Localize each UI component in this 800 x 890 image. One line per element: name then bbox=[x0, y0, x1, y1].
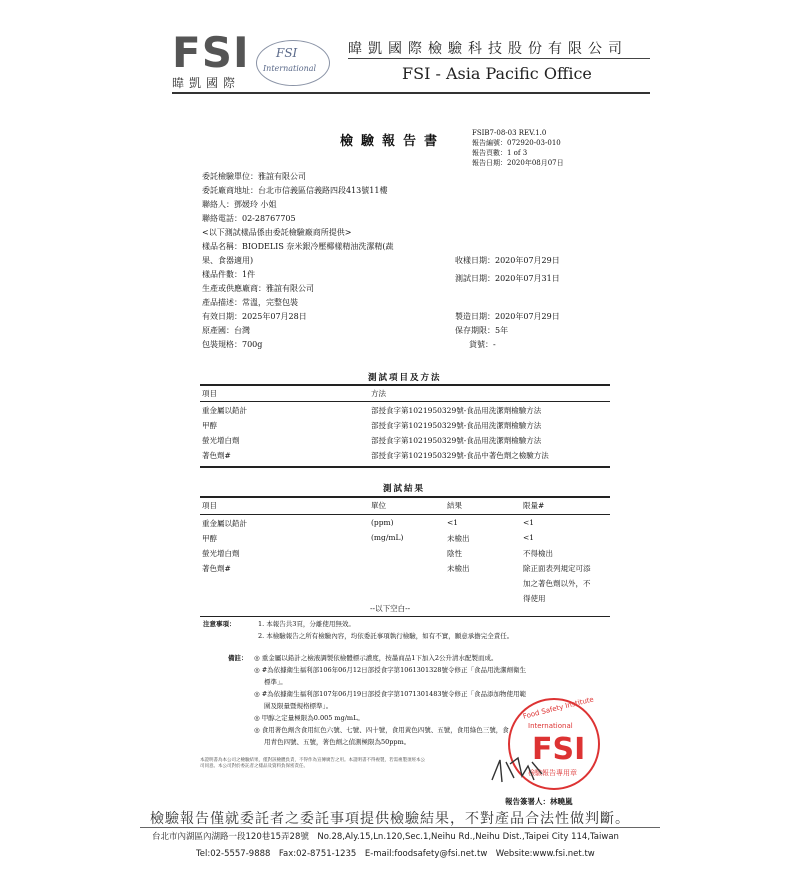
stamp-top-text: Food Safety Institute bbox=[522, 695, 595, 721]
result-item: 著色劑# bbox=[202, 564, 231, 573]
office-name: FSI - Asia Pacific Office bbox=[402, 64, 592, 83]
sample-size: 包裝規格：700g bbox=[202, 340, 263, 349]
methods-col-method: 方法 bbox=[371, 389, 386, 398]
report-number: 報告編號：072920-03-010 bbox=[472, 139, 561, 147]
results-col-item: 項目 bbox=[202, 501, 217, 510]
remark-item: 標準」。 bbox=[264, 678, 287, 686]
sample-name: 樣品名稱：BIODELIS 奈米銀冷壓椰樣精油洗潔精(蔬 bbox=[202, 242, 394, 251]
table-row bbox=[200, 546, 610, 561]
footer-rule bbox=[140, 827, 660, 828]
results-bottom-rule bbox=[200, 616, 610, 617]
result-limit-cont: 加之著色劑以外，不 bbox=[523, 579, 591, 588]
stamp-big-text: FSI bbox=[532, 732, 586, 767]
result-item: 甲醇 bbox=[202, 534, 217, 543]
fsi-logo: FSI bbox=[172, 28, 250, 77]
sample-desc: 產品描述：常溫，完整包裝 bbox=[202, 298, 298, 307]
methods-header-row bbox=[200, 386, 610, 401]
method-item: 著色劑# bbox=[202, 451, 231, 460]
results-body bbox=[200, 516, 610, 606]
method-item: 甲醇 bbox=[202, 421, 217, 430]
report-title: 檢驗報告書 bbox=[340, 134, 446, 149]
remark-item: ◎ #為依據衛生福利部107年06月19日部授食字第1071301483號令修正「食品添加物使用範 bbox=[254, 690, 526, 698]
sample-note: <以下測試樣品係由委託檢驗廠商所提供> bbox=[202, 228, 352, 237]
results-header bbox=[200, 498, 610, 513]
report-meta bbox=[472, 128, 564, 168]
oval-logo-text: FSI bbox=[276, 46, 298, 60]
method-text: 部授食字第1021950329號-食品中著色劑之檢驗方法 bbox=[371, 451, 549, 460]
report-date: 報告日期：2020年08月07日 bbox=[472, 159, 564, 167]
result-unit bbox=[369, 546, 445, 561]
methods-bottom-rule bbox=[200, 466, 610, 468]
date-info bbox=[455, 254, 560, 286]
page-count: 報告頁數：1 of 3 bbox=[472, 149, 528, 157]
remark-item: ◎ 食用著色劑含食用紅色六號、七號、四十號，食用黃色四號、五號，食用綠色三號，食 bbox=[254, 726, 509, 734]
remark-item: 圍及限量暨規格標準」。 bbox=[264, 702, 333, 710]
remark-item: ◎ #為依據衛生福利部106年06月12日部授食字第1061301328號令修正「食品用洗潔劑衛生 bbox=[254, 666, 526, 674]
remark-item: 用青色四號、五號，著色劑之偵測極限為50ppm。 bbox=[264, 738, 411, 746]
fine-print: 本證明書為本公司之檢驗結果，僅對該檢體負責，不得作為宣傳廣告之用。本證明書不得複製，若需複製須經本公司同意。本公司對於委託者之樣品及資料負保密責任。 bbox=[200, 758, 425, 769]
remarks-label: 備註： bbox=[228, 654, 248, 662]
remark-item: ◎ 重金屬以鉛計之檢液調製依檢體標示濃度，按墨商品1下加入2公升清水配製而成。 bbox=[254, 654, 498, 662]
client-phone: 聯絡電話：02-28767705 bbox=[202, 214, 296, 223]
form-number: FSIB7-08-03 REV.1.0 bbox=[472, 129, 547, 137]
table-row bbox=[200, 531, 610, 546]
oval-logo-subtext: International bbox=[263, 64, 317, 73]
method-text: 部授食字第1021950329號-食品用洗潔劑檢驗方法 bbox=[371, 406, 542, 415]
signatory: 報告簽署人：林曉嵐 bbox=[505, 797, 573, 806]
result-value: 陰性 bbox=[447, 549, 462, 558]
result-value: 未檢出 bbox=[447, 564, 470, 573]
made-date: 製造日期：2020年07月29日 bbox=[455, 312, 560, 321]
fsi-logo-subtitle: 暐凱國際 bbox=[172, 76, 241, 90]
received-date: 收樣日期：2020年07月29日 bbox=[455, 256, 560, 265]
result-value: 未檢出 bbox=[447, 534, 470, 543]
remark-item: ◎ 甲醇之定量極限為0.005 mg/mL。 bbox=[254, 714, 364, 722]
company-name: 暐凱國際檢驗科技股份有限公司 bbox=[348, 41, 628, 57]
sample-maker: 生產或供應廠商：雅誼有限公司 bbox=[202, 284, 314, 293]
shelf-life: 保存期限：5年 bbox=[455, 326, 509, 335]
methods-table bbox=[200, 386, 610, 401]
method-item: 螢光增白劑 bbox=[202, 436, 240, 445]
sample-count: 樣品件數：1件 bbox=[202, 270, 256, 279]
note-item: 2. 本檢驗報告之所有檢驗內容，均依委託事項執行檢驗，如有不實，願意承擔完全責任。 bbox=[258, 632, 514, 640]
result-limit: 除正面表列規定可添 bbox=[523, 564, 591, 573]
result-unit: (mg/mL) bbox=[371, 533, 404, 542]
end-of-results: --以下空白-- bbox=[370, 604, 411, 613]
header-divider bbox=[348, 58, 650, 59]
method-text: 部授食字第1021950329號-食品用洗潔劑檢驗方法 bbox=[371, 436, 542, 445]
stamp-mid-text: International bbox=[528, 722, 573, 730]
result-value: <1 bbox=[447, 518, 459, 527]
note-item: 1. 本報告共3頁，分離使用無效。 bbox=[258, 620, 355, 628]
result-unit bbox=[369, 561, 445, 576]
table-row bbox=[200, 576, 610, 591]
table-row bbox=[200, 418, 610, 433]
remarks-list bbox=[254, 652, 526, 748]
client-contact: 聯絡人：鄧媛玲 小姐 bbox=[202, 200, 277, 209]
method-text: 部授食字第1021950329號-食品用洗潔劑檢驗方法 bbox=[371, 421, 542, 430]
client-address: 委託廠商地址：台北市信義區信義路四段413號11樓 bbox=[202, 186, 388, 195]
table-row bbox=[200, 516, 610, 531]
result-item: 螢光增白劑 bbox=[202, 549, 240, 558]
result-unit: (ppm) bbox=[371, 518, 394, 527]
method-item: 重金屬以鉛計 bbox=[202, 406, 247, 415]
results-title: 測試結果 bbox=[383, 484, 426, 494]
handwritten-signature bbox=[488, 752, 548, 788]
stamp-bottom-text: 檢驗報告專用章 bbox=[528, 769, 577, 777]
sample-name-cont: 果、食器適用) bbox=[202, 256, 254, 265]
client-info bbox=[202, 170, 393, 352]
table-row bbox=[200, 403, 610, 418]
result-limit: 不得檢出 bbox=[523, 549, 553, 558]
client-unit: 委託檢驗單位：雅誼有限公司 bbox=[202, 172, 306, 181]
tested-date: 測試日期：2020年07月31日 bbox=[455, 274, 560, 283]
results-col-unit: 單位 bbox=[371, 501, 386, 510]
results-header-rule bbox=[200, 514, 610, 515]
notes-label: 注意事項： bbox=[203, 620, 236, 628]
footer-address: 台北市內湖區內湖路一段120巷15弄28號 No.28,Aly.15,Ln.120,Sec.1,Neihu Rd.,Neihu Dist.,Taipei City 114,Taiwan bbox=[152, 832, 619, 842]
table-row bbox=[200, 433, 610, 448]
methods-col-item: 項目 bbox=[202, 389, 217, 398]
methods-title: 測試項目及方法 bbox=[368, 373, 442, 383]
result-limit: <1 bbox=[523, 518, 535, 527]
sample-expiry: 有效日期：2025年07月28日 bbox=[202, 312, 307, 321]
results-col-limit: 限量# bbox=[523, 501, 545, 510]
footer-contact: Tel:02-5557-9888 Fax:02-8751-1235 E-mail:foodsafety@fsi.net.tw Website:www.fsi.net.tw bbox=[196, 849, 595, 859]
lot-number: 貨號：- bbox=[469, 340, 496, 349]
table-row bbox=[200, 448, 610, 463]
results-col-result: 結果 bbox=[447, 501, 462, 510]
header-bottom-rule bbox=[172, 92, 650, 94]
methods-body bbox=[200, 403, 610, 463]
result-limit-cont: 得使用 bbox=[523, 594, 546, 603]
methods-header-rule bbox=[200, 401, 610, 402]
result-item: 重金屬以鉛計 bbox=[202, 519, 247, 528]
result-limit: <1 bbox=[523, 533, 535, 542]
product-dates bbox=[455, 310, 560, 352]
results-header-row bbox=[200, 498, 610, 513]
notes-list bbox=[258, 618, 513, 642]
table-row bbox=[200, 561, 610, 576]
disclaimer: 檢驗報告僅就委託者之委託事項提供檢驗結果，不對產品合法性做判斷。 bbox=[150, 811, 630, 827]
sample-origin: 原產國：台灣 bbox=[202, 326, 250, 335]
